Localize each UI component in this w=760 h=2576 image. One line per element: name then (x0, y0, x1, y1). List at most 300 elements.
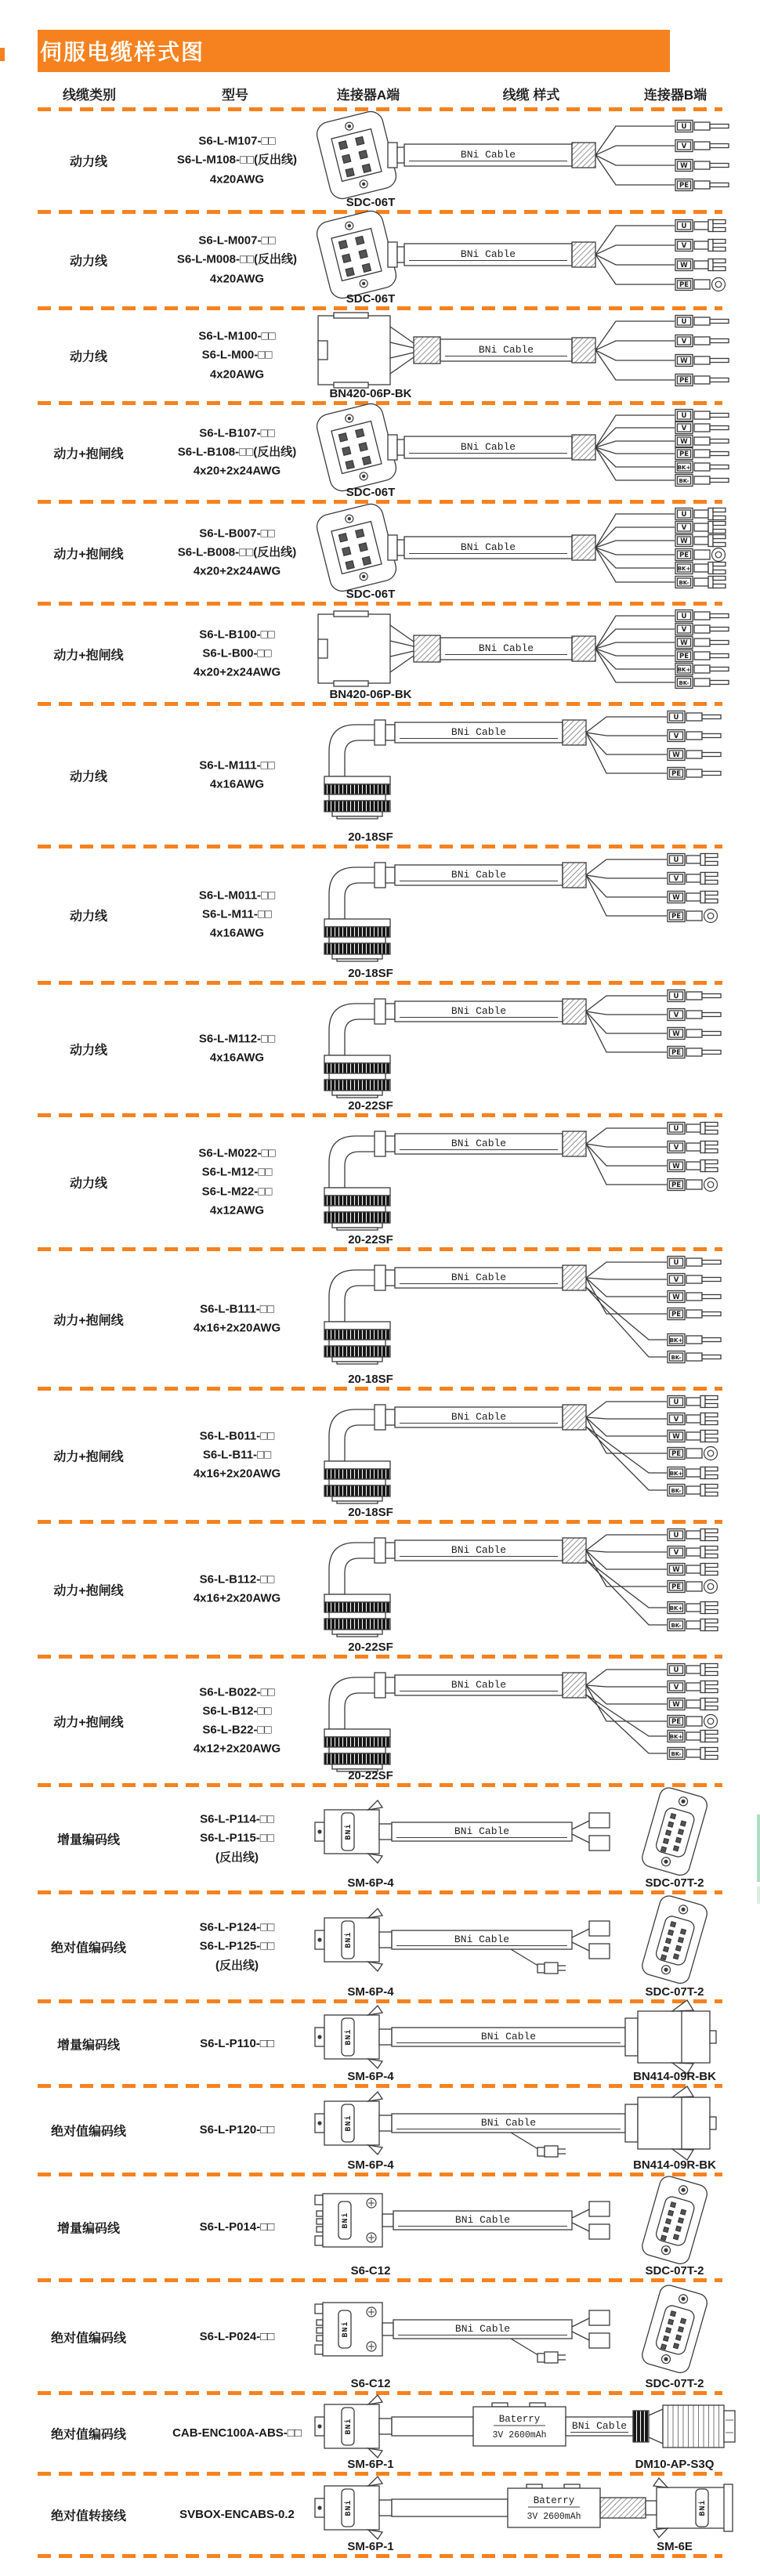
model-numbers (153, 1919, 321, 1976)
connector-a-label: SM-6P-1 (347, 2540, 394, 2553)
column-header-model: 型号 (222, 88, 248, 103)
svg-text:BNi: BNi (345, 1931, 353, 1948)
cable-category: 动力线 (69, 155, 107, 169)
svg-text:3V 2600mAh: 3V 2600mAh (527, 2512, 581, 2522)
svg-text:BK+: BK+ (669, 1734, 683, 1740)
cable-row (0, 2395, 760, 2472)
svg-text:V: V (681, 143, 687, 150)
svg-text:PE: PE (679, 552, 689, 559)
connector-b-label: BN414-09R-BK (633, 2158, 716, 2172)
model-numbers (153, 2121, 321, 2140)
svg-text:V: V (681, 242, 687, 250)
svg-text:BK-: BK- (671, 1751, 682, 1757)
model-line: S6-L-M11-□□ (202, 907, 272, 921)
svg-text:U: U (673, 1125, 679, 1133)
model-numbers (153, 327, 321, 385)
model-line: S6-L-M00-□□ (201, 348, 273, 362)
svg-text:BNi Cable: BNi Cable (454, 1934, 510, 1945)
svg-text:BNi Cable: BNi Cable (571, 2420, 628, 2432)
page-title-bar (38, 30, 670, 72)
model-line: S6-L-P014-□□ (199, 2220, 275, 2234)
svg-text:U: U (681, 223, 687, 230)
cable-row (0, 706, 760, 845)
cable-diagram-svg (313, 313, 760, 387)
svg-text:PE: PE (671, 1450, 682, 1458)
model-line: 4x20AWG (209, 272, 265, 286)
cable-row (0, 2003, 760, 2084)
svg-text:V: V (673, 733, 679, 740)
connector-a-label: 20-18SF (348, 1373, 393, 1386)
cable-diagram-svg (313, 1254, 760, 1373)
svg-text:BK+: BK+ (669, 1605, 683, 1612)
cable-diagram-svg (313, 709, 760, 830)
cable-diagram-svg (313, 2479, 760, 2540)
connector-b-label: DM10-AP-S3Q (635, 2458, 715, 2471)
svg-text:BNi: BNi (342, 2212, 350, 2229)
svg-text:W: W (672, 751, 680, 759)
svg-text:BNi Cable: BNi Cable (460, 541, 516, 553)
page-title: 伺服电缆样式图 (40, 40, 205, 64)
connector-a-label: BN420-06P-BK (329, 387, 412, 400)
cable-diagram-svg (313, 114, 760, 196)
svg-text:U: U (673, 1398, 679, 1406)
svg-text:W: W (672, 1433, 680, 1441)
cable-category: 动力+抱闸线 (53, 649, 124, 662)
svg-text:W: W (680, 162, 688, 170)
connector-a-label: BN420-06P-BK (329, 688, 412, 701)
connector-a-label: 20-22SF (348, 1099, 393, 1113)
connector-a-label: SDC-06T (346, 588, 396, 601)
cable-category: 增量编码线 (56, 2039, 120, 2052)
cable-diagram (313, 606, 760, 702)
cable-diagram-svg (313, 1527, 760, 1641)
svg-text:V: V (681, 524, 687, 532)
svg-text:BNi: BNi (699, 2499, 708, 2516)
connector-a-label: 20-18SF (348, 1506, 393, 1519)
model-line: S6-L-B107-□□ (199, 426, 275, 440)
cable-diagram-svg (313, 1898, 760, 1985)
column-header-connector-b: 连接器B端 (643, 88, 708, 103)
model-line: 4x16+2x20AWG (193, 1321, 281, 1335)
svg-text:BNi Cable: BNi Cable (451, 1005, 507, 1017)
cable-diagram (313, 1117, 760, 1247)
cable-table-body (0, 111, 760, 2558)
cable-diagram (313, 1524, 760, 1655)
cable-category: 增量编码线 (56, 1833, 120, 1847)
cable-diagram (313, 2282, 760, 2391)
cable-diagram (313, 1251, 760, 1387)
svg-text:W: W (672, 1030, 680, 1038)
model-line: S6-L-B00-□□ (202, 646, 272, 660)
svg-text:BNi Cable: BNi Cable (451, 726, 507, 738)
model-numbers (153, 1683, 321, 1759)
model-numbers (153, 1030, 321, 1069)
svg-text:W: W (672, 1163, 680, 1170)
model-line: S6-L-B111-□□ (200, 1302, 274, 1316)
svg-text:BNi Cable: BNi Cable (480, 2117, 537, 2129)
svg-text:PE: PE (679, 450, 689, 458)
svg-text:V: V (673, 1144, 679, 1152)
model-line: (反出线) (215, 1851, 259, 1865)
title-bar-notch (0, 48, 5, 61)
connector-b-label: SDC-07T-2 (645, 2377, 704, 2390)
model-line: SVBOX-ENCABS-0.2 (179, 2507, 295, 2521)
cable-diagram (313, 111, 760, 210)
svg-text:BNi Cable: BNi Cable (460, 441, 516, 453)
model-numbers (153, 1300, 321, 1338)
cable-diagram (313, 2476, 760, 2554)
svg-text:BK-: BK- (671, 1623, 682, 1629)
model-line: S6-L-B12-□□ (202, 1704, 272, 1718)
svg-text:BK+: BK+ (669, 1337, 683, 1344)
cable-diagram-svg (313, 1790, 760, 1876)
model-line: S6-L-M107-□□ (198, 134, 276, 148)
svg-text:U: U (673, 1532, 679, 1539)
model-line: 4x16AWG (209, 926, 265, 940)
connector-a-label: 20-18SF (348, 830, 393, 844)
svg-text:BNi: BNi (345, 2115, 353, 2132)
svg-text:BK+: BK+ (677, 465, 691, 471)
cable-row (0, 1251, 760, 1387)
cable-diagram (313, 1391, 760, 1520)
cable-diagram (313, 706, 760, 845)
scrollbar-fragment-small[interactable] (757, 1887, 760, 1904)
model-line: S6-L-M22-□□ (201, 1185, 273, 1198)
svg-text:BK+: BK+ (669, 1471, 683, 1477)
svg-text:3V 2600mAh: 3V 2600mAh (492, 2430, 547, 2440)
connector-a-label: 20-22SF (348, 1233, 393, 1246)
svg-text:BNi: BNi (342, 2321, 350, 2338)
model-line: S6-L-P024-□□ (199, 2329, 275, 2343)
model-line: S6-L-B011-□□ (199, 1429, 275, 1443)
connector-a-label: SDC-06T (346, 196, 396, 209)
cable-category: 动力+抱闸线 (53, 548, 124, 561)
svg-text:V: V (681, 425, 687, 432)
cable-row (0, 606, 760, 702)
cable-diagram-svg (313, 2091, 760, 2158)
svg-text:PE: PE (679, 281, 689, 289)
svg-text:BNi: BNi (345, 2028, 353, 2046)
svg-text:W: W (680, 639, 688, 647)
svg-text:BNi Cable: BNi Cable (454, 2323, 511, 2335)
model-line: 4x20AWG (209, 367, 265, 382)
cable-category: 动力+抱闸线 (53, 1584, 124, 1597)
connector-a-label: SDC-06T (346, 292, 396, 306)
svg-text:PE: PE (679, 653, 689, 660)
connector-a-label: SM-6P-1 (347, 2458, 394, 2471)
svg-text:BK+: BK+ (677, 667, 691, 673)
model-line: S6-L-P114-□□ (200, 1812, 274, 1826)
svg-text:BNi Cable: BNi Cable (460, 248, 516, 260)
model-line: 4x20AWG (209, 172, 265, 186)
model-numbers (153, 2218, 321, 2237)
model-numbers (153, 132, 321, 190)
svg-text:BNi Cable: BNi Cable (451, 1138, 507, 1149)
cable-row (0, 848, 760, 981)
cable-category: 绝对值编码线 (50, 2428, 126, 2442)
cable-category: 绝对值编码线 (50, 1941, 126, 1956)
cable-diagram-svg (313, 217, 760, 292)
cable-diagram-svg (313, 1394, 760, 1506)
model-line: S6-L-P124-□□ (199, 1920, 275, 1934)
model-numbers (153, 1570, 321, 1608)
model-numbers (153, 232, 321, 289)
svg-text:PE: PE (671, 913, 682, 921)
svg-text:U: U (673, 856, 679, 864)
svg-text:W: W (680, 357, 688, 365)
cable-row (0, 1894, 760, 1999)
model-line: 4x20+2x24AWG (193, 564, 281, 578)
cable-diagram (313, 2003, 760, 2084)
cable-row (0, 1524, 760, 1655)
connector-a-label: SM-6P-4 (347, 1985, 394, 1999)
model-line: S6-L-P110-□□ (200, 2036, 274, 2050)
connector-a-label: S6-C12 (350, 2377, 391, 2390)
cable-diagram-svg (313, 852, 760, 967)
model-numbers (153, 2424, 321, 2443)
svg-text:Baterry: Baterry (498, 2414, 541, 2425)
svg-text:V: V (673, 1549, 679, 1557)
cable-diagram-svg (313, 2285, 760, 2377)
cable-category: 动力线 (69, 255, 107, 269)
model-numbers (153, 625, 321, 682)
model-numbers (153, 886, 321, 943)
svg-text:U: U (673, 1666, 679, 1674)
model-line: S6-L-M112-□□ (198, 1032, 276, 1046)
svg-text:U: U (681, 123, 687, 131)
cable-row (0, 1659, 760, 1783)
model-line: S6-L-B112-□□ (199, 1572, 275, 1586)
cable-row (0, 1787, 760, 1890)
model-numbers (153, 2505, 321, 2524)
connector-a-label: 20-22SF (348, 1769, 393, 1782)
svg-text:Baterry: Baterry (533, 2495, 575, 2506)
model-line: S6-L-M007-□□ (198, 233, 276, 248)
model-line: S6-L-P120-□□ (199, 2122, 275, 2136)
cable-row (0, 1117, 760, 1247)
svg-text:PE: PE (671, 1583, 682, 1591)
cable-diagram (313, 985, 760, 1113)
svg-text:BNi Cable: BNi Cable (478, 344, 534, 356)
cable-diagram-svg (313, 609, 760, 688)
cable-category: 动力+抱闸线 (53, 1450, 124, 1463)
cable-row (0, 2476, 760, 2554)
cable-category: 绝对值转接线 (50, 2509, 126, 2524)
model-line: S6-L-B108-□□(反出线) (177, 445, 297, 459)
connector-a-label: SM-6P-4 (347, 1876, 394, 1890)
svg-text:BNi Cable: BNi Cable (451, 1411, 507, 1423)
cable-diagram-svg (313, 2398, 760, 2458)
model-line: S6-L-B11-□□ (202, 1448, 272, 1462)
svg-text:BNi Cable: BNi Cable (454, 1825, 510, 1837)
model-numbers (153, 1144, 321, 1220)
model-numbers (153, 756, 321, 794)
svg-text:W: W (672, 1293, 680, 1301)
cable-diagram-svg (313, 507, 760, 588)
cable-diagram (313, 1659, 760, 1783)
model-line: S6-L-P115-□□ (200, 1831, 274, 1845)
cable-row (0, 2176, 760, 2278)
svg-text:BNi Cable: BNi Cable (478, 642, 534, 654)
svg-text:BK-: BK- (679, 580, 689, 586)
model-line: S6-L-M011-□□ (198, 888, 276, 903)
cable-diagram (313, 2088, 760, 2173)
model-line: S6-L-B100-□□ (199, 628, 275, 642)
svg-text:U: U (681, 412, 687, 420)
cable-category: 增量编码线 (56, 2222, 120, 2236)
cable-category: 绝对值编码线 (50, 2332, 126, 2345)
cable-diagram (313, 848, 760, 981)
cable-diagram-svg (313, 2180, 760, 2264)
svg-text:V: V (673, 875, 679, 883)
cable-diagram (313, 310, 760, 401)
cable-row (0, 504, 760, 602)
svg-text:PE: PE (671, 1718, 682, 1726)
model-line: 4x12AWG (209, 1203, 265, 1217)
cable-diagram-svg (313, 1120, 760, 1233)
svg-text:PE: PE (671, 1049, 682, 1057)
model-numbers (153, 1427, 321, 1484)
svg-text:W: W (672, 894, 680, 902)
cable-category: 动力+抱闸线 (53, 447, 124, 461)
svg-text:BNi Cable: BNi Cable (451, 1272, 507, 1283)
model-line: 4x16+2x20AWG (193, 1467, 281, 1481)
svg-text:BNi Cable: BNi Cable (451, 1544, 507, 1556)
model-line: 4x16AWG (209, 777, 265, 791)
cable-row (0, 1391, 760, 1520)
model-line: S6-L-B008-□□(反出线) (177, 545, 297, 559)
connector-b-label: BN414-09R-BK (633, 2070, 716, 2083)
model-line: S6-L-M008-□□(反出线) (176, 252, 298, 266)
svg-text:W: W (680, 262, 688, 270)
column-header-connector-a: 连接器A端 (336, 88, 400, 103)
model-line: 4x16AWG (209, 1051, 265, 1065)
svg-text:BNi: BNi (345, 1823, 353, 1840)
model-line: (反出线) (215, 1959, 259, 1973)
svg-text:PE: PE (679, 377, 689, 385)
model-line: S6-L-B022-□□ (199, 1684, 275, 1699)
connector-b-label: SDC-07T-2 (645, 1985, 704, 1999)
model-line: 4x20+2x24AWG (193, 464, 281, 478)
cable-category: 动力线 (69, 770, 107, 783)
svg-text:U: U (673, 714, 679, 722)
svg-text:U: U (681, 318, 687, 326)
svg-text:V: V (681, 338, 687, 346)
cable-diagram (313, 2395, 760, 2472)
svg-text:W: W (672, 1566, 680, 1574)
cable-category: 动力线 (69, 910, 107, 923)
model-line: S6-L-P125-□□ (199, 1939, 275, 1953)
cable-category: 动力+抱闸线 (53, 1716, 124, 1729)
model-line: S6-L-M111-□□ (199, 758, 275, 772)
svg-text:W: W (680, 438, 688, 446)
model-line: 4x12+2x20AWG (193, 1742, 281, 1756)
cable-diagram (313, 2176, 760, 2278)
cable-category: 绝对值编码线 (50, 2125, 126, 2139)
cable-row (0, 214, 760, 306)
connector-b-label: SM-6E (657, 2540, 693, 2553)
svg-text:BK-: BK- (679, 478, 689, 484)
connector-b-label: SDC-07T-2 (645, 2264, 704, 2278)
svg-text:W: W (672, 1701, 680, 1709)
svg-text:U: U (681, 511, 687, 519)
model-line: 4x20+2x24AWG (193, 665, 281, 679)
model-numbers (153, 524, 321, 581)
svg-text:V: V (673, 1276, 679, 1284)
model-line: S6-L-B007-□□ (199, 526, 275, 541)
cable-diagram (313, 504, 760, 602)
svg-text:U: U (673, 993, 679, 1000)
row-separator (38, 2554, 722, 2558)
svg-text:BK-: BK- (671, 1488, 682, 1494)
cable-diagram (313, 1894, 760, 1999)
cable-category: 动力线 (69, 350, 107, 364)
cable-category: 动力线 (69, 1177, 107, 1191)
svg-text:PE: PE (671, 1311, 682, 1319)
svg-text:V: V (673, 1684, 679, 1691)
column-header-row (0, 84, 760, 103)
cable-diagram-svg (313, 2006, 760, 2070)
svg-text:BNi: BNi (345, 2499, 353, 2516)
model-numbers (153, 2034, 321, 2053)
scrollbar-fragment[interactable] (757, 1814, 760, 1882)
model-line: CAB-ENC100A-ABS-□□ (172, 2426, 302, 2440)
connector-a-label: 20-18SF (348, 967, 393, 980)
model-line: S6-L-B22-□□ (202, 1723, 272, 1737)
model-line: 4x16+2x20AWG (193, 1591, 281, 1605)
svg-text:PE: PE (679, 182, 689, 190)
cable-row (0, 310, 760, 401)
cable-row (0, 405, 760, 500)
svg-text:BK-: BK- (679, 680, 689, 686)
svg-text:BNi Cable: BNi Cable (451, 869, 507, 881)
connector-a-label: SM-6P-4 (347, 2158, 394, 2172)
connector-a-label: SDC-06T (346, 486, 396, 499)
svg-text:U: U (681, 613, 687, 620)
model-numbers (153, 424, 321, 481)
model-line: S6-L-M108-□□(反出线) (176, 153, 298, 167)
cable-row (0, 985, 760, 1113)
svg-text:V: V (673, 1011, 679, 1019)
cable-category: 动力+抱闸线 (53, 1314, 124, 1327)
cable-diagram (313, 405, 760, 500)
column-header-cable-category: 线缆类别 (63, 88, 116, 103)
cable-row (0, 2088, 760, 2173)
connector-a-label: SM-6P-4 (347, 2070, 394, 2083)
model-numbers (153, 1811, 321, 1868)
svg-text:W: W (680, 537, 688, 545)
cable-row (0, 111, 760, 210)
model-numbers (153, 2327, 321, 2346)
connector-a-label: 20-22SF (348, 1641, 393, 1654)
model-line: S6-L-M022-□□ (198, 1146, 276, 1160)
svg-text:PE: PE (671, 770, 682, 778)
svg-text:BNi Cable: BNi Cable (460, 149, 516, 161)
svg-text:V: V (681, 626, 687, 634)
connector-b-label: SDC-07T-2 (645, 1876, 704, 1890)
cable-diagram-svg (313, 988, 760, 1099)
svg-text:U: U (673, 1259, 679, 1267)
svg-text:BNi: BNi (345, 2418, 353, 2435)
svg-text:BNi Cable: BNi Cable (451, 1679, 507, 1691)
svg-text:BK+: BK+ (677, 566, 691, 572)
cable-diagram-svg (313, 408, 760, 486)
svg-text:V: V (673, 1416, 679, 1424)
svg-text:BK-: BK- (671, 1355, 682, 1361)
column-header-cable-style: 线缆 样式 (502, 88, 560, 103)
cable-diagram (313, 214, 760, 306)
cable-category: 动力线 (69, 1044, 107, 1058)
